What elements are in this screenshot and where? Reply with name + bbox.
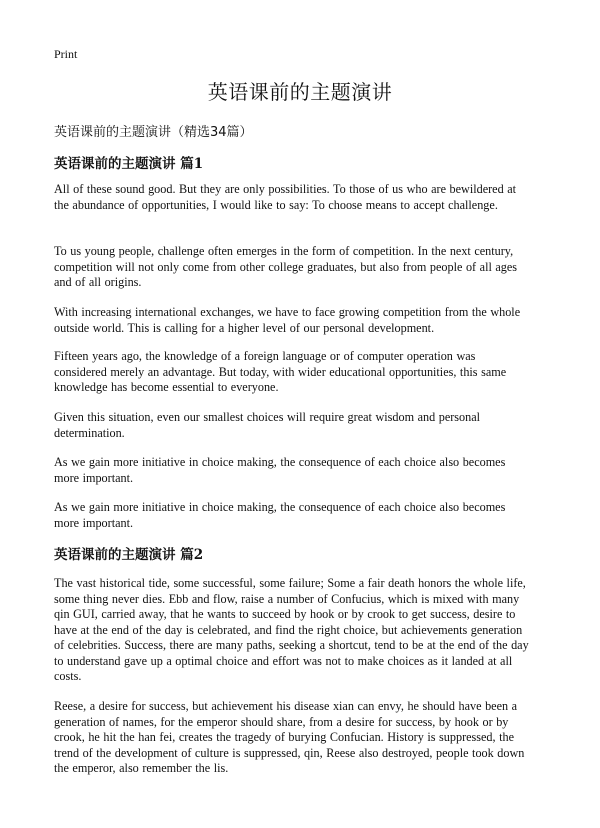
document-subtitle: 英语课前的主题演讲（精选34篇） <box>54 125 253 140</box>
paragraph: Fifteen years ago, the knowledge of a foreign language or of computer operation was considered merely an advantage. But today, with wider educational opportunities, this same knowledge has become essential to everyone. <box>54 349 507 394</box>
paragraph: All of these sound good. But they are only possibilities. To those of us who are bewildered at the abundance of opportunities, I would like to say: To choose means to accept challenge. <box>54 182 517 212</box>
section-heading: 英语课前的主题演讲 篇2 <box>54 547 204 563</box>
paragraph: Reese, a desire for success, but achievement his disease xian can envy, he should have been a generation of names, for the emperor should share, from a desire for success, by hook or by crook, he hit the han fei, creates the tragedy of burying Confucian. History is suppressed, the trend of the development of culture is suppressed, qin, Reese also destroyed, people took down the emperor, also remember the lis. <box>54 699 525 775</box>
print-label: Print <box>54 47 78 61</box>
paragraph: To us young people, challenge often emerges in the form of competition. In the next century, competition will not only come from other college graduates, but also from people of all ages and of all origins. <box>54 244 518 289</box>
paragraph: Given this situation, even our smallest choices will require great wisdom and personal determination. <box>54 410 481 440</box>
paragraph: The vast historical tide, some successful, some failure; Some a fair death honors the whole life, some thing never dies. Ebb and flow, raise a number of Confucius, which is mixed with many qin GUI, carried away, that he wants to succeed by hook or by crook to get success, desire to have at the end of the day is celebrated, and find the right choice, but achievements generation of celebrities. Success, there are many paths, seeking a shortcut, tend to be at the end of the day to understand gave up a optimal choice and effort was not to make choices as it landed at all costs. <box>54 576 529 683</box>
document-title: 英语课前的主题演讲 <box>207 80 393 104</box>
paragraph: With increasing international exchanges, we have to face growing competition from the whole outside world. This is calling for a higher level of our personal development. <box>54 305 521 335</box>
paragraph: As we gain more initiative in choice making, the consequence of each choice also becomes more important. <box>54 500 506 530</box>
section-heading: 英语课前的主题演讲 篇1 <box>54 156 204 172</box>
paragraph: As we gain more initiative in choice making, the consequence of each choice also becomes more important. <box>54 455 506 485</box>
